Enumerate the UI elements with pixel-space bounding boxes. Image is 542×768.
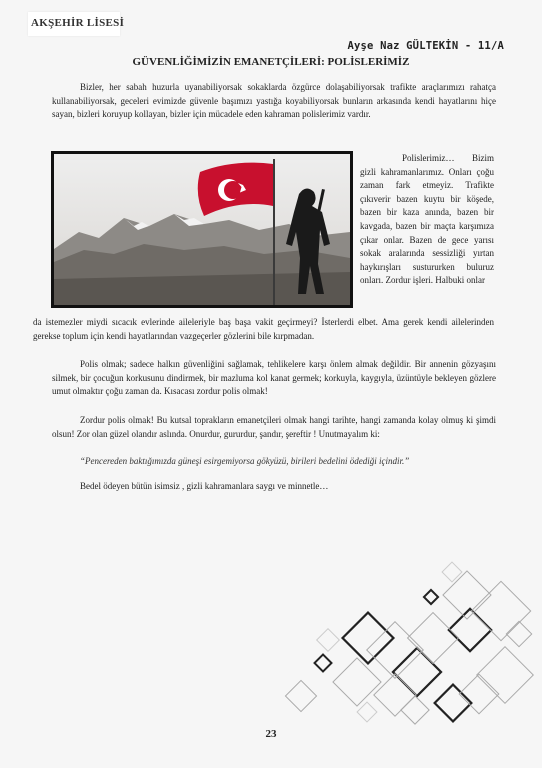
quote: “Pencereden baktığımızda güneşi esirgemiyorsa gökyüzü, birileri bedelini ödediği içindir.”: [80, 456, 410, 466]
photo-illustration: [54, 154, 350, 305]
paragraph-3: Polis olmak; sadece halkın güvenliğini sağlamak, tehlikelere karşı önlem almak değildir. Bir annenin gözyaşını silmek, bir çocuğun korkusunu dindirmek, bir mazluma kol kanat germek; korkuyla, kaygıyla, üzüntüyle bekleyen gözlere umut olmaktır çoğu zaman da. Kısacası zordur polis olmak!: [52, 359, 496, 397]
paragraph-2-continued: da istemezler miydi sıcacık evlerinde aileleriyle baş başa vakit geçirmeyi? İsterlerdi elbet. Ama gerek kendi ailelerinden gerekse toplum için kendi hayatlarından vazgeçerler gözlerini bile kırpmadan.: [33, 317, 494, 341]
diamond-pattern-decoration: [280, 560, 542, 730]
paragraph-2-text: Polislerimiz… Bizim gizli kahramanlarımız. Onları çoğu zaman fark etmeyiz. Trafikte çıkıverir bazen kuytu bir köşede, bazen bir kaza anında, bazen bir kavgada, bazen bir maçta karşımıza çıkar onlar. Bazen de gece yarısı sokak aralarında sessizliği yırtan haykırışları sustururken buluruz onları. Zordur işleri. Halbuki onlar: [360, 153, 494, 286]
paragraph-4: Zordur polis olmak! Bu kutsal toprakların emanetçileri olmak hangi tarihte, hangi zamanda kolay olmuş ki şimdi olsun! Zor olan güzel olandır aslında. Onurdur, gururdur, şandır, şereftir ! Unutmayalım ki:: [52, 415, 496, 439]
school-name: AKŞEHİR LİSESİ: [31, 17, 125, 29]
paragraph-1: Bizler, her sabah huzurla uyanabiliyorsak sokaklarda özgürce dolaşabiliyorsak trafikte araçlarımızı rahatça kullanabiliyorsak, geceleri evimizde güvenle başımızı yastığa koyabiliyorsak bunların arkasında kendi hayatlarını hiçe sayan, bizleri koruyup kollayan, bizler için mücadele eden kahraman polislerimiz vardır.: [52, 82, 496, 120]
article-title: GÜVENLİĞİMİZİN EMANETÇİLERİ: POLİSLERİMİZ: [132, 56, 410, 68]
soldier-flag-photo: [51, 151, 353, 308]
paragraph-2-side: [360, 152, 494, 288]
author-line: Ayşe Naz GÜLTEKİN - 11/A: [347, 40, 504, 52]
page-number: 23: [265, 728, 277, 740]
closing-line: Bedel ödeyen bütün isimsiz , gizli kahramanlara saygı ve minnetle…: [80, 481, 329, 491]
